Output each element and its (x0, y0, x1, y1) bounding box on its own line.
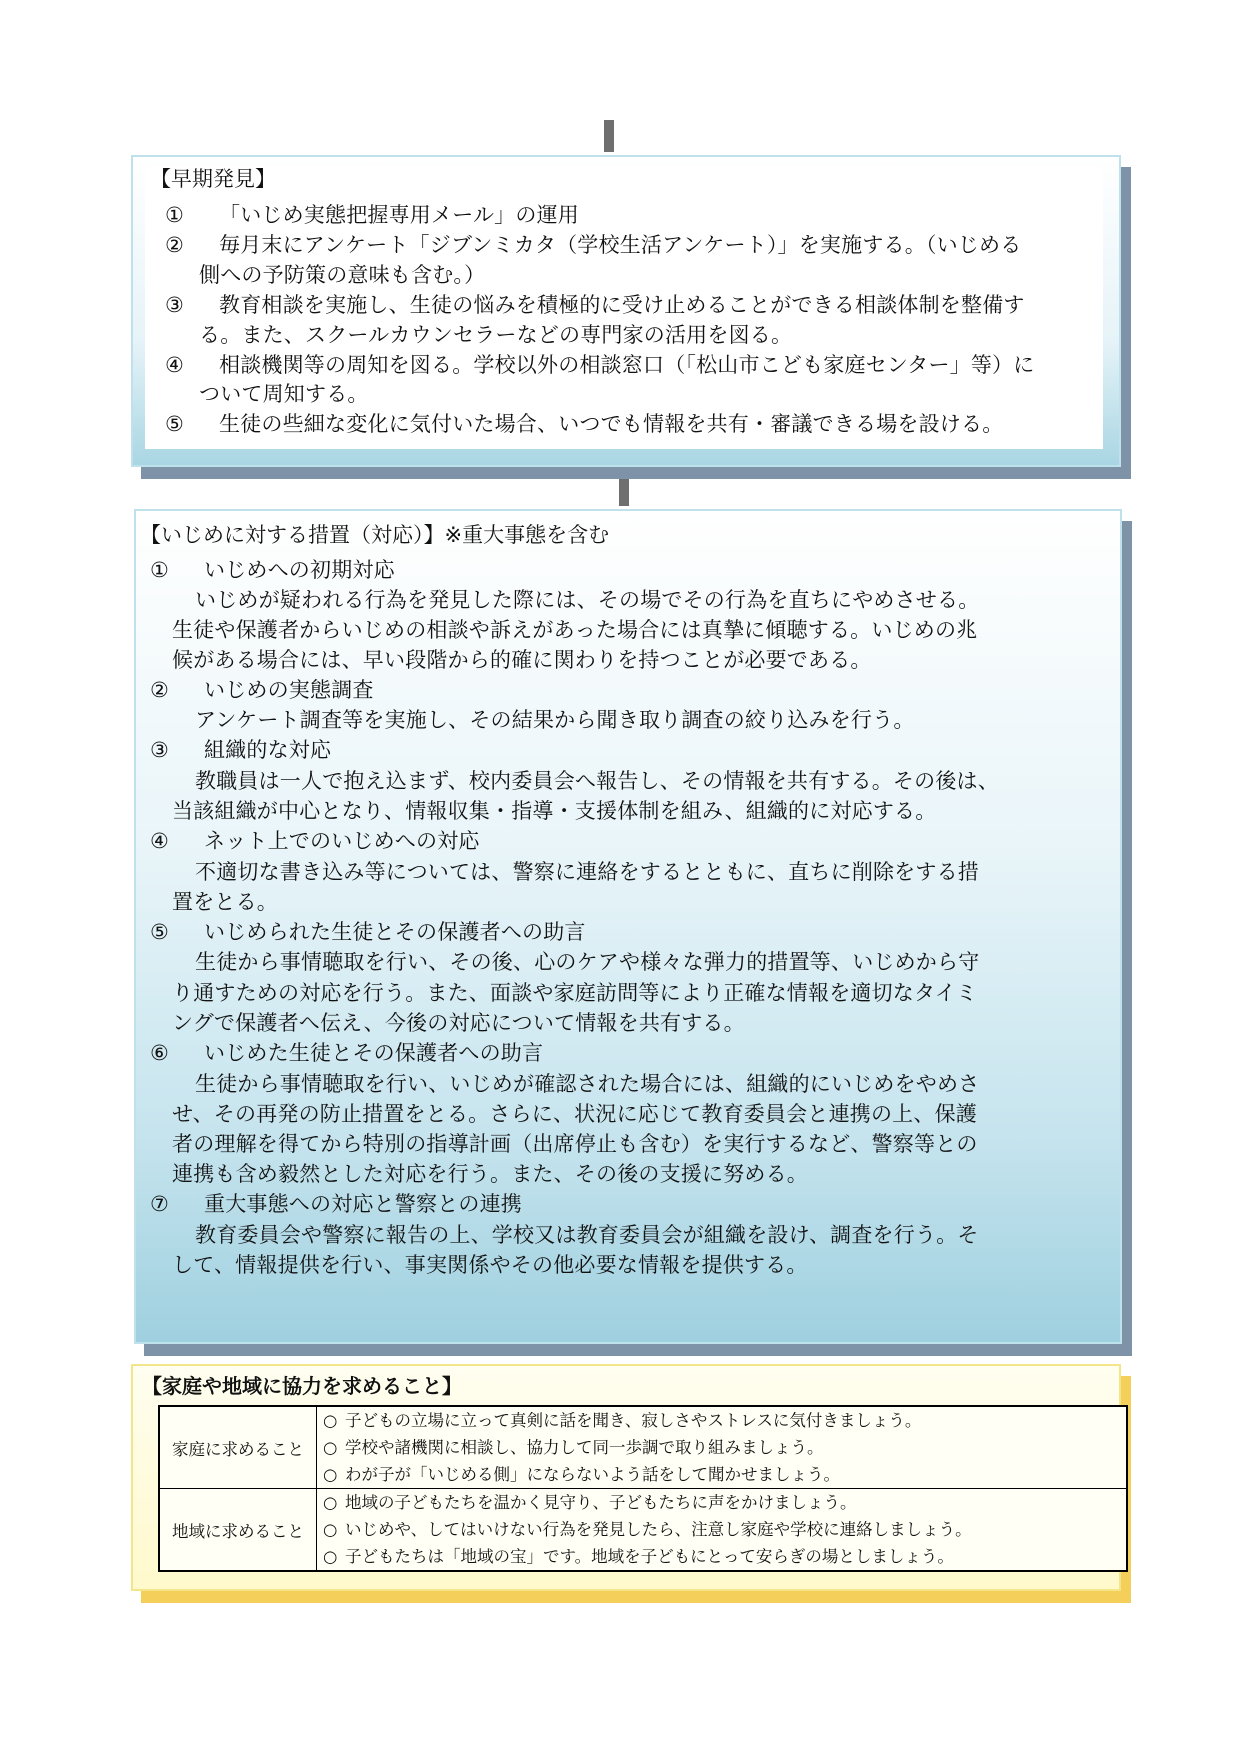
measure-1-text: 候がある場合には、早い段階から的確に関わりを持つことが必要である。 (172, 648, 872, 672)
circle-icon: ○ (323, 1547, 338, 1566)
measure-1-heading: ① いじめへの初期対応 (150, 558, 395, 582)
measure-5-heading: ⑤ いじめられた生徒とその保護者への助言 (150, 920, 586, 944)
measure-2-heading: ② いじめの実態調査 (150, 678, 374, 702)
measure-1-text: 生徒や保護者からいじめの相談や訴えがあった場合には真摯に傾聴する。いじめの兆 (172, 618, 978, 642)
list-item: ○ 子どもたちは「地域の宝」です。地域を子どもにとって安らぎの場としましょう。 (323, 1543, 1120, 1570)
list-item: ○ 学校や諸機関に相談し、協力して同一歩調で取り組みましょう。 (323, 1434, 1120, 1461)
table-row (159, 1489, 1127, 1572)
measure-6-text: 連携も含め毅然とした対応を行う。また、その後の支援に努める。 (172, 1162, 808, 1186)
connector-middle (619, 478, 629, 506)
list-item: ○ 子どもの立場に立って真剣に話を聞き、寂しさやストレスに気付きましょう。 (323, 1407, 1120, 1434)
category-cell: 地域に求めること (159, 1489, 317, 1572)
list-item: ○ いじめや、してはいけない行為を発見したら、注意し家庭や学校に連絡しましょう。 (323, 1516, 1120, 1543)
measure-2-text: アンケート調査等を実施し、その結果から聞き取り調査の絞り込みを行う。 (195, 708, 915, 732)
measure-5-text: 生徒から事情聴取を行い、その後、心のケアや様々な弾力的措置等、いじめから守 (195, 950, 980, 974)
measures-title: 【いじめに対する措置（対応）】※重大事態を含む (140, 523, 610, 547)
measure-6-text: 者の理解を得てから特別の指導計画（出席停止も含む）を実行するなど、警察等との (172, 1132, 978, 1156)
early-item-2-cont: 側への予防策の意味も含む。） (199, 263, 486, 287)
measure-5-text: り通すための対応を行う。また、面談や家庭訪問等により正確な情報を適切なタイミ (172, 981, 978, 1005)
early-item-3: ③ 教育相談を実施し、生徒の悩みを積極的に受け止めることができる相談体制を整備す (165, 293, 1025, 317)
measure-7-text: して、情報提供を行い、事実関係やその他必要な情報を提供する。 (172, 1253, 808, 1277)
early-item-4: ④ 相談機関等の周知を図る。学校以外の相談窓口（「松山市こども家庭センター」等）に (165, 353, 1035, 377)
measure-5-text: ングで保護者へ伝え、今後の対応について情報を共有する。 (172, 1011, 745, 1035)
items-cell (317, 1406, 1128, 1489)
circle-icon: ○ (323, 1438, 338, 1457)
early-detection-title: 【早期発見】 (150, 167, 276, 191)
measure-6-text: せ、その再発の防止措置をとる。さらに、状況に応じて教育委員会と連携の上、保護 (172, 1102, 977, 1126)
list-item: ○ 地域の子どもたちを温かく見守り、子どもたちに声をかけましょう。 (323, 1489, 1120, 1516)
early-item-4-cont: ついて周知する。 (199, 382, 369, 406)
measure-4-text: 不適切な書き込み等については、警察に連絡をするとともに、直ちに削除をする措 (195, 860, 979, 884)
circle-icon: ○ (323, 1493, 338, 1512)
measure-6-heading: ⑥ いじめた生徒とその保護者への助言 (150, 1041, 544, 1065)
cooperation-title: 【家庭や地域に協力を求めること】 (142, 1374, 462, 1398)
measure-1-text: いじめが疑われる行為を発見した際には、その場でその行為を直ちにやめさせる。 (195, 588, 980, 612)
measure-3-heading: ③ 組織的な対応 (150, 738, 332, 762)
early-item-1: ① 「いじめ実態把握専用メール」の運用 (165, 203, 579, 227)
measure-4-text: 置をとる。 (172, 890, 278, 914)
connector-top (604, 120, 614, 152)
circle-icon: ○ (323, 1411, 338, 1430)
measure-3-text: 当該組織が中心となり、情報収集・指導・支援体制を組み、組織的に対応する。 (172, 799, 937, 823)
measure-3-text: 教職員は一人で抱え込まず、校内委員会へ報告し、その情報を共有する。その後は、 (195, 769, 999, 793)
table-row (159, 1406, 1127, 1489)
measure-7-text: 教育委員会や警察に報告の上、学校又は教育委員会が組織を設け、調査を行う。そ (195, 1223, 979, 1247)
list-item: ○ わが子が「いじめる側」にならないよう話をして聞かせましょう。 (323, 1461, 1120, 1488)
cooperation-table (158, 1405, 1128, 1572)
early-item-2: ② 毎月末にアンケート「ジブンミカタ（学校生活アンケート）」を実施する。（いじめる (165, 233, 1022, 257)
early-item-5: ⑤ 生徒の些細な変化に気付いた場合、いつでも情報を共有・審議できる場を設ける。 (165, 412, 1004, 436)
measure-6-text: 生徒から事情聴取を行い、いじめが確認された場合には、組織的にいじめをやめさ (195, 1072, 980, 1096)
items-cell (317, 1489, 1128, 1572)
measure-4-heading: ④ ネット上でのいじめへの対応 (150, 829, 480, 853)
circle-icon: ○ (323, 1520, 338, 1539)
circle-icon: ○ (323, 1465, 338, 1484)
measure-7-heading: ⑦ 重大事態への対応と警察との連携 (150, 1192, 522, 1216)
early-item-3-cont: る。また、スクールカウンセラーなどの専門家の活用を図る。 (199, 323, 793, 347)
category-cell: 家庭に求めること (159, 1406, 317, 1489)
